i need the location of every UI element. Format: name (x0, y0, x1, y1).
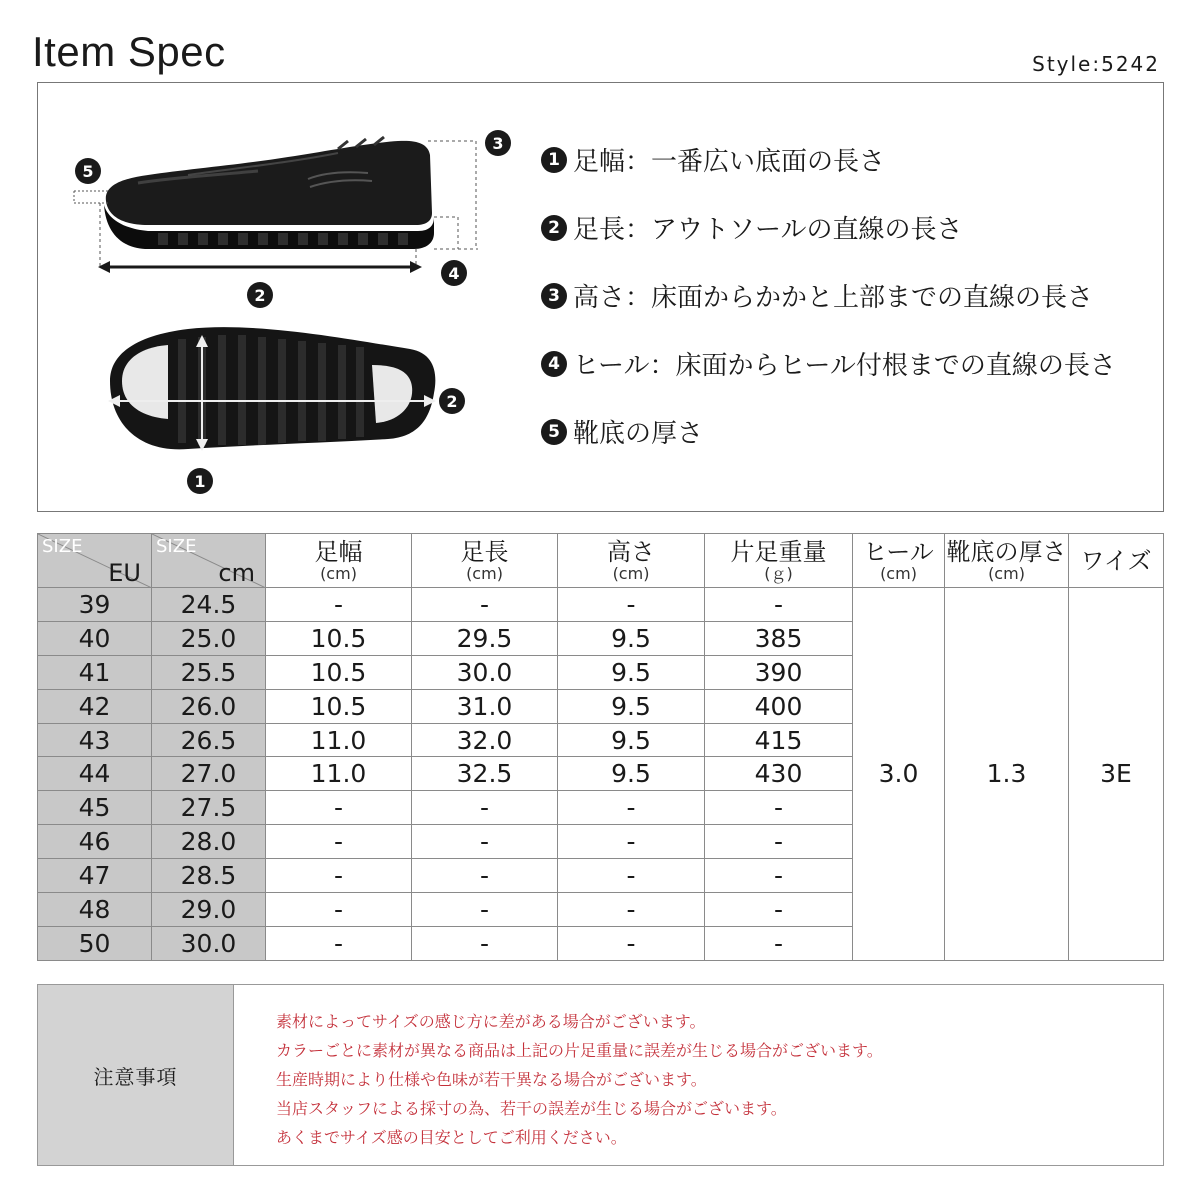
cell-length: 32.5 (412, 757, 558, 791)
svg-text:3: 3 (492, 134, 504, 153)
cell-cm: 30.0 (152, 926, 266, 960)
note-line: カラーごとに素材が異なる商品は上記の片足重量に誤差が生じる場合がございます。 (276, 1041, 883, 1060)
cell-cm: 27.0 (152, 757, 266, 791)
marker-1 (187, 468, 213, 494)
cell-cm: 27.5 (152, 791, 266, 825)
spec-diagram-panel (37, 82, 1164, 512)
svg-text:4: 4 (448, 264, 460, 283)
column-header-sole: 靴底の厚さ (cm) (945, 534, 1069, 588)
note-line: 当店スタッフによる採寸の為、若干の誤差が生じる場合がございます。 (276, 1099, 787, 1118)
cell-width: - (266, 926, 412, 960)
cell-weight: - (705, 588, 853, 622)
cell-weight: - (705, 791, 853, 825)
cell-weight: 415 (705, 723, 853, 757)
cell-length: - (412, 926, 558, 960)
cell-weight: - (705, 893, 853, 927)
corner-header-cm (152, 534, 266, 588)
legend-text: 高さ：床面からかかと上部までの直線の長さ (573, 283, 1094, 313)
cell-weight: 430 (705, 757, 853, 791)
cell-width: - (266, 791, 412, 825)
cell-wise: 3E (1069, 588, 1164, 961)
note-line: 生産時期により仕様や色味が若干異なる場合がございます。 (276, 1070, 707, 1089)
cell-height: 9.5 (558, 757, 705, 791)
cell-width: 11.0 (266, 723, 412, 757)
cell-height: - (558, 791, 705, 825)
cell-height: - (558, 893, 705, 927)
column-header-length: 足長 (cm) (412, 534, 558, 588)
cell-width: 10.5 (266, 655, 412, 689)
note-line: あくまでサイズ感の目安としてご利用ください。 (276, 1128, 627, 1147)
legend-text: 足幅：一番広い底面の長さ (573, 147, 886, 177)
cell-length: 31.0 (412, 689, 558, 723)
cell-length: - (412, 791, 558, 825)
number-badge: 3 (541, 283, 567, 309)
cell-width: - (266, 825, 412, 859)
cell-cm: 28.0 (152, 825, 266, 859)
cell-cm: 24.5 (152, 588, 266, 622)
legend-item (541, 277, 1093, 314)
cell-length: 29.5 (412, 621, 558, 655)
cell-width: 10.5 (266, 621, 412, 655)
number-badge: 1 (541, 147, 567, 173)
column-header-weight: 片足重量 (ｇ) (705, 534, 853, 588)
cell-eu: 39 (38, 588, 152, 622)
cell-cm: 25.5 (152, 655, 266, 689)
cell-eu: 42 (38, 689, 152, 723)
cell-cm: 25.0 (152, 621, 266, 655)
cell-width: 11.0 (266, 757, 412, 791)
cell-weight: 390 (705, 655, 853, 689)
style-code: Style:5242 (1032, 52, 1160, 76)
column-header-heel: ヒール (cm) (853, 534, 945, 588)
marker-3 (485, 130, 511, 156)
column-header-height: 高さ (cm) (558, 534, 705, 588)
cell-weight: - (705, 859, 853, 893)
cell-eu: 48 (38, 893, 152, 927)
cell-weight: - (705, 926, 853, 960)
cell-eu: 44 (38, 757, 152, 791)
table-row (38, 588, 1164, 622)
cell-eu: 50 (38, 926, 152, 960)
cell-weight: 385 (705, 621, 853, 655)
cell-eu: 41 (38, 655, 152, 689)
cell-length: - (412, 859, 558, 893)
svg-text:5: 5 (82, 162, 94, 181)
cell-height: 9.5 (558, 655, 705, 689)
cell-eu: 46 (38, 825, 152, 859)
number-badge: 4 (541, 351, 567, 377)
cell-height: - (558, 588, 705, 622)
cell-length: - (412, 893, 558, 927)
corner-eu-label: EU (108, 559, 141, 587)
cell-cm: 28.5 (152, 859, 266, 893)
cell-height: - (558, 859, 705, 893)
note-line: 素材によってサイズの感じ方に差がある場合がございます。 (276, 1012, 706, 1031)
marker-2-side (247, 282, 273, 308)
column-header-width: 足幅 (cm) (266, 534, 412, 588)
marker-5 (75, 158, 101, 184)
cell-length: - (412, 825, 558, 859)
svg-text:1: 1 (194, 472, 206, 491)
cell-width: - (266, 893, 412, 927)
legend-text: ヒール：床面からヒール付根までの直線の長さ (573, 351, 1116, 381)
legend-item (541, 141, 885, 178)
corner-size-label: SIZE (42, 536, 83, 557)
cell-cm: 26.5 (152, 723, 266, 757)
notes-panel (37, 984, 1164, 1166)
page-title: Item Spec (32, 28, 226, 75)
size-table (37, 533, 1164, 961)
notes-label: 注意事項 (38, 985, 234, 1165)
cell-cm: 26.0 (152, 689, 266, 723)
marker-2-bottom (439, 388, 465, 414)
cell-cm: 29.0 (152, 893, 266, 927)
cell-height: 9.5 (558, 689, 705, 723)
column-header-wise: ワイズ (1069, 534, 1164, 588)
cell-length: 32.0 (412, 723, 558, 757)
cell-eu: 43 (38, 723, 152, 757)
shoe-bottom-view (108, 327, 436, 451)
cell-width: - (266, 859, 412, 893)
cell-length: 30.0 (412, 655, 558, 689)
number-badge: 5 (541, 419, 567, 445)
cell-eu: 40 (38, 621, 152, 655)
legend-item (541, 209, 962, 246)
svg-text:2: 2 (446, 392, 458, 411)
cell-sole-thickness: 1.3 (945, 588, 1069, 961)
notes-body (234, 985, 1163, 1165)
marker-4 (441, 260, 467, 286)
cell-length: - (412, 588, 558, 622)
cell-height: 9.5 (558, 621, 705, 655)
legend-item (541, 345, 1116, 382)
legend-text: 靴底の厚さ (573, 419, 704, 449)
corner-cm-label: cm (218, 559, 255, 587)
cell-height: - (558, 926, 705, 960)
shoe-side-view (74, 137, 478, 273)
cell-eu: 47 (38, 859, 152, 893)
cell-weight: - (705, 825, 853, 859)
corner-size-label: SIZE (156, 536, 197, 557)
table-header-row (38, 534, 1164, 588)
cell-height: 9.5 (558, 723, 705, 757)
legend-text: 足長：アウトソールの直線の長さ (573, 215, 963, 245)
legend-item (541, 413, 703, 450)
svg-text:2: 2 (254, 286, 266, 305)
cell-heel: 3.0 (853, 588, 945, 961)
cell-width: 10.5 (266, 689, 412, 723)
cell-height: - (558, 825, 705, 859)
cell-weight: 400 (705, 689, 853, 723)
number-badge: 2 (541, 215, 567, 241)
shoe-diagram (38, 83, 538, 511)
cell-width: - (266, 588, 412, 622)
corner-header-eu (38, 534, 152, 588)
cell-eu: 45 (38, 791, 152, 825)
